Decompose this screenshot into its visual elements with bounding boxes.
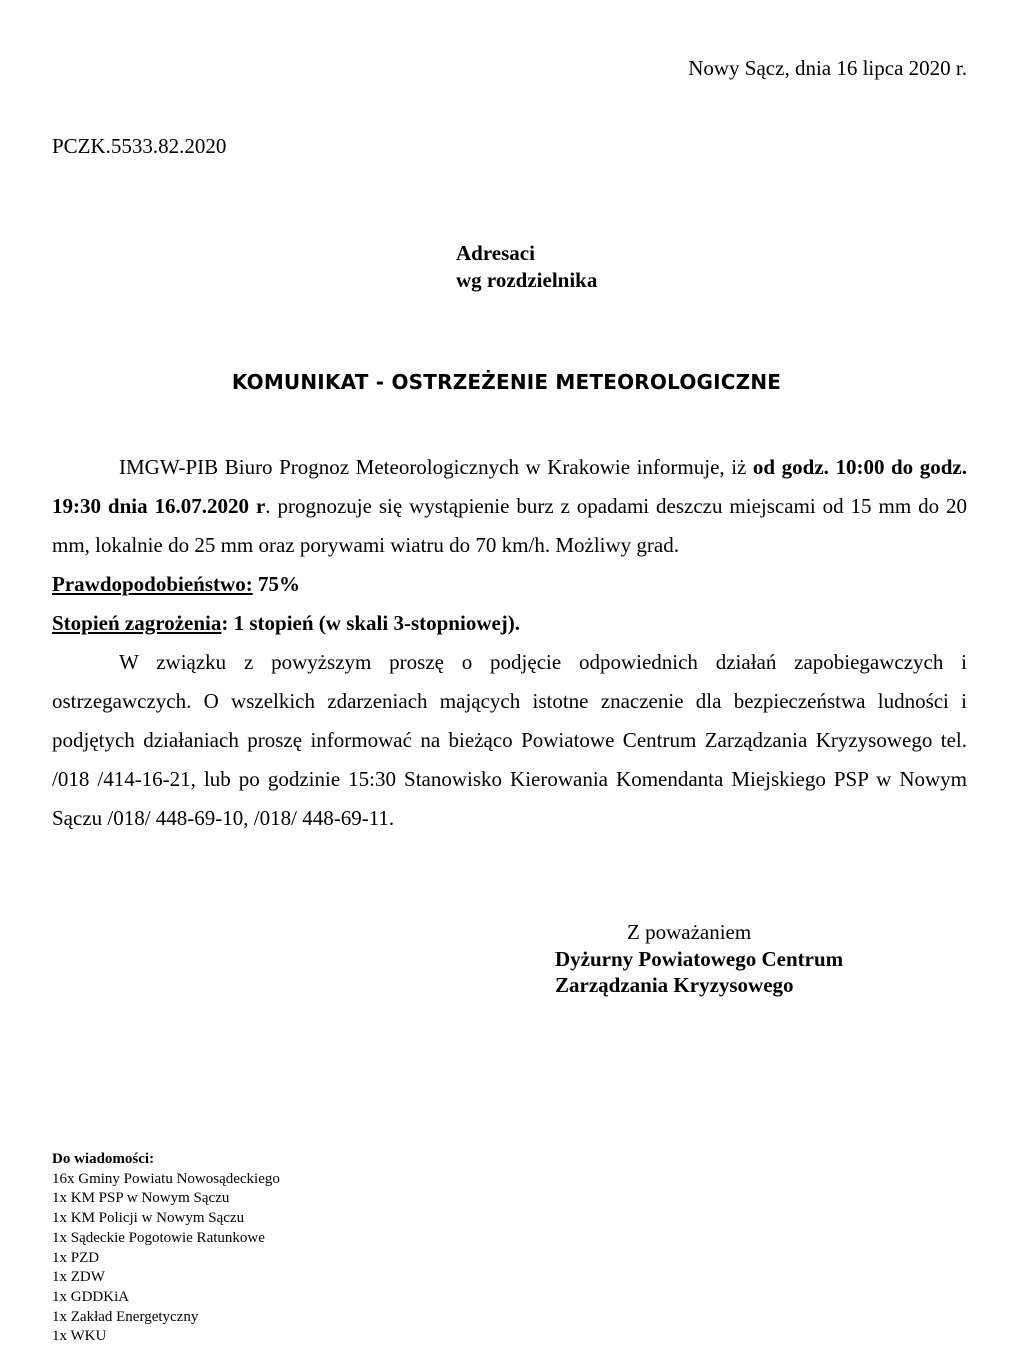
distribution-heading: Do wiadomości: xyxy=(52,1151,155,1167)
probability-value: 75% xyxy=(252,572,300,596)
threat-level-label: Stopień zagrożenia xyxy=(52,611,222,635)
probability-label: Prawdopodobieństwo: xyxy=(52,572,253,596)
distribution-list xyxy=(52,1150,280,1347)
threat-level-line xyxy=(52,604,967,643)
distribution-item: 1x Sądeckie Pogotowie Ratunkowe xyxy=(52,1229,265,1246)
distribution-item: 1x Zakład Energetyczny xyxy=(52,1308,199,1325)
paragraph-warning xyxy=(52,448,967,565)
warning-period: od godz. 10:00 do godz. 19:30 dnia 16.07.2020 r xyxy=(52,455,967,518)
probability-line xyxy=(52,565,967,604)
closing-phrase: Z poważaniem xyxy=(627,920,752,944)
paragraph-instructions: W związku z powyższym proszę o podjęcie odpowiednich działań zapobiegawczych i ostrzegawczych. O wszelkich zdarzeniach mających istotne znaczenie dla bezpieczeństwa ludności i podjętych działaniach proszę informować na bieżąco Powiatowe Centrum Zarządzania Kryzysowego tel. /018 /414-16-21, lub po godzinie 15:30 Stanowisko Kierowania Komendanta Miejskiego PSP w Nowym Sączu /018/ 448-69-10, /018/ 448-69-11. xyxy=(52,650,967,830)
distribution-item: 1x WKU xyxy=(52,1328,107,1345)
signature-line: Zarządzania Kryzysowego xyxy=(555,973,794,997)
document-title: KOMUNIKAT - OSTRZEŻENIE METEOROLOGICZNE xyxy=(231,370,782,394)
addressee-block xyxy=(456,240,597,294)
distribution-item: 1x KM Policji w Nowym Sączu xyxy=(52,1210,245,1227)
threat-level-value: : 1 stopień (w skali 3-stopniowej). xyxy=(221,611,521,635)
addressee-line: wg rozdzielnika xyxy=(456,268,598,292)
distribution-item: 16x Gminy Powiatu Nowosądeckiego xyxy=(52,1170,280,1187)
warning-intro: IMGW-PIB Biuro Prognoz Meteorologicznych w Krakowie informuje, iż xyxy=(119,455,753,479)
distribution-item: 1x ZDW xyxy=(52,1269,105,1286)
document-body xyxy=(52,448,967,838)
addressee-line: Adresaci xyxy=(456,241,535,265)
distribution-item: 1x PZD xyxy=(52,1249,100,1266)
reference-number: PCZK.5533.82.2020 xyxy=(52,134,227,158)
place-date: Nowy Sącz, dnia 16 lipca 2020 r. xyxy=(688,56,967,80)
warning-details: . prognozuje się wystąpienie burz z opadami deszczu miejscami od 15 mm do 20 mm, lokalnie do 25 mm oraz porywami wiatru do 70 km/h. Możliwy grad. xyxy=(52,494,967,557)
distribution-item: 1x KM PSP w Nowym Sączu xyxy=(52,1190,230,1207)
signature-line: Dyżurny Powiatowego Centrum xyxy=(555,947,844,971)
distribution-item: 1x GDDKiA xyxy=(52,1288,130,1305)
signature-block xyxy=(555,946,843,998)
